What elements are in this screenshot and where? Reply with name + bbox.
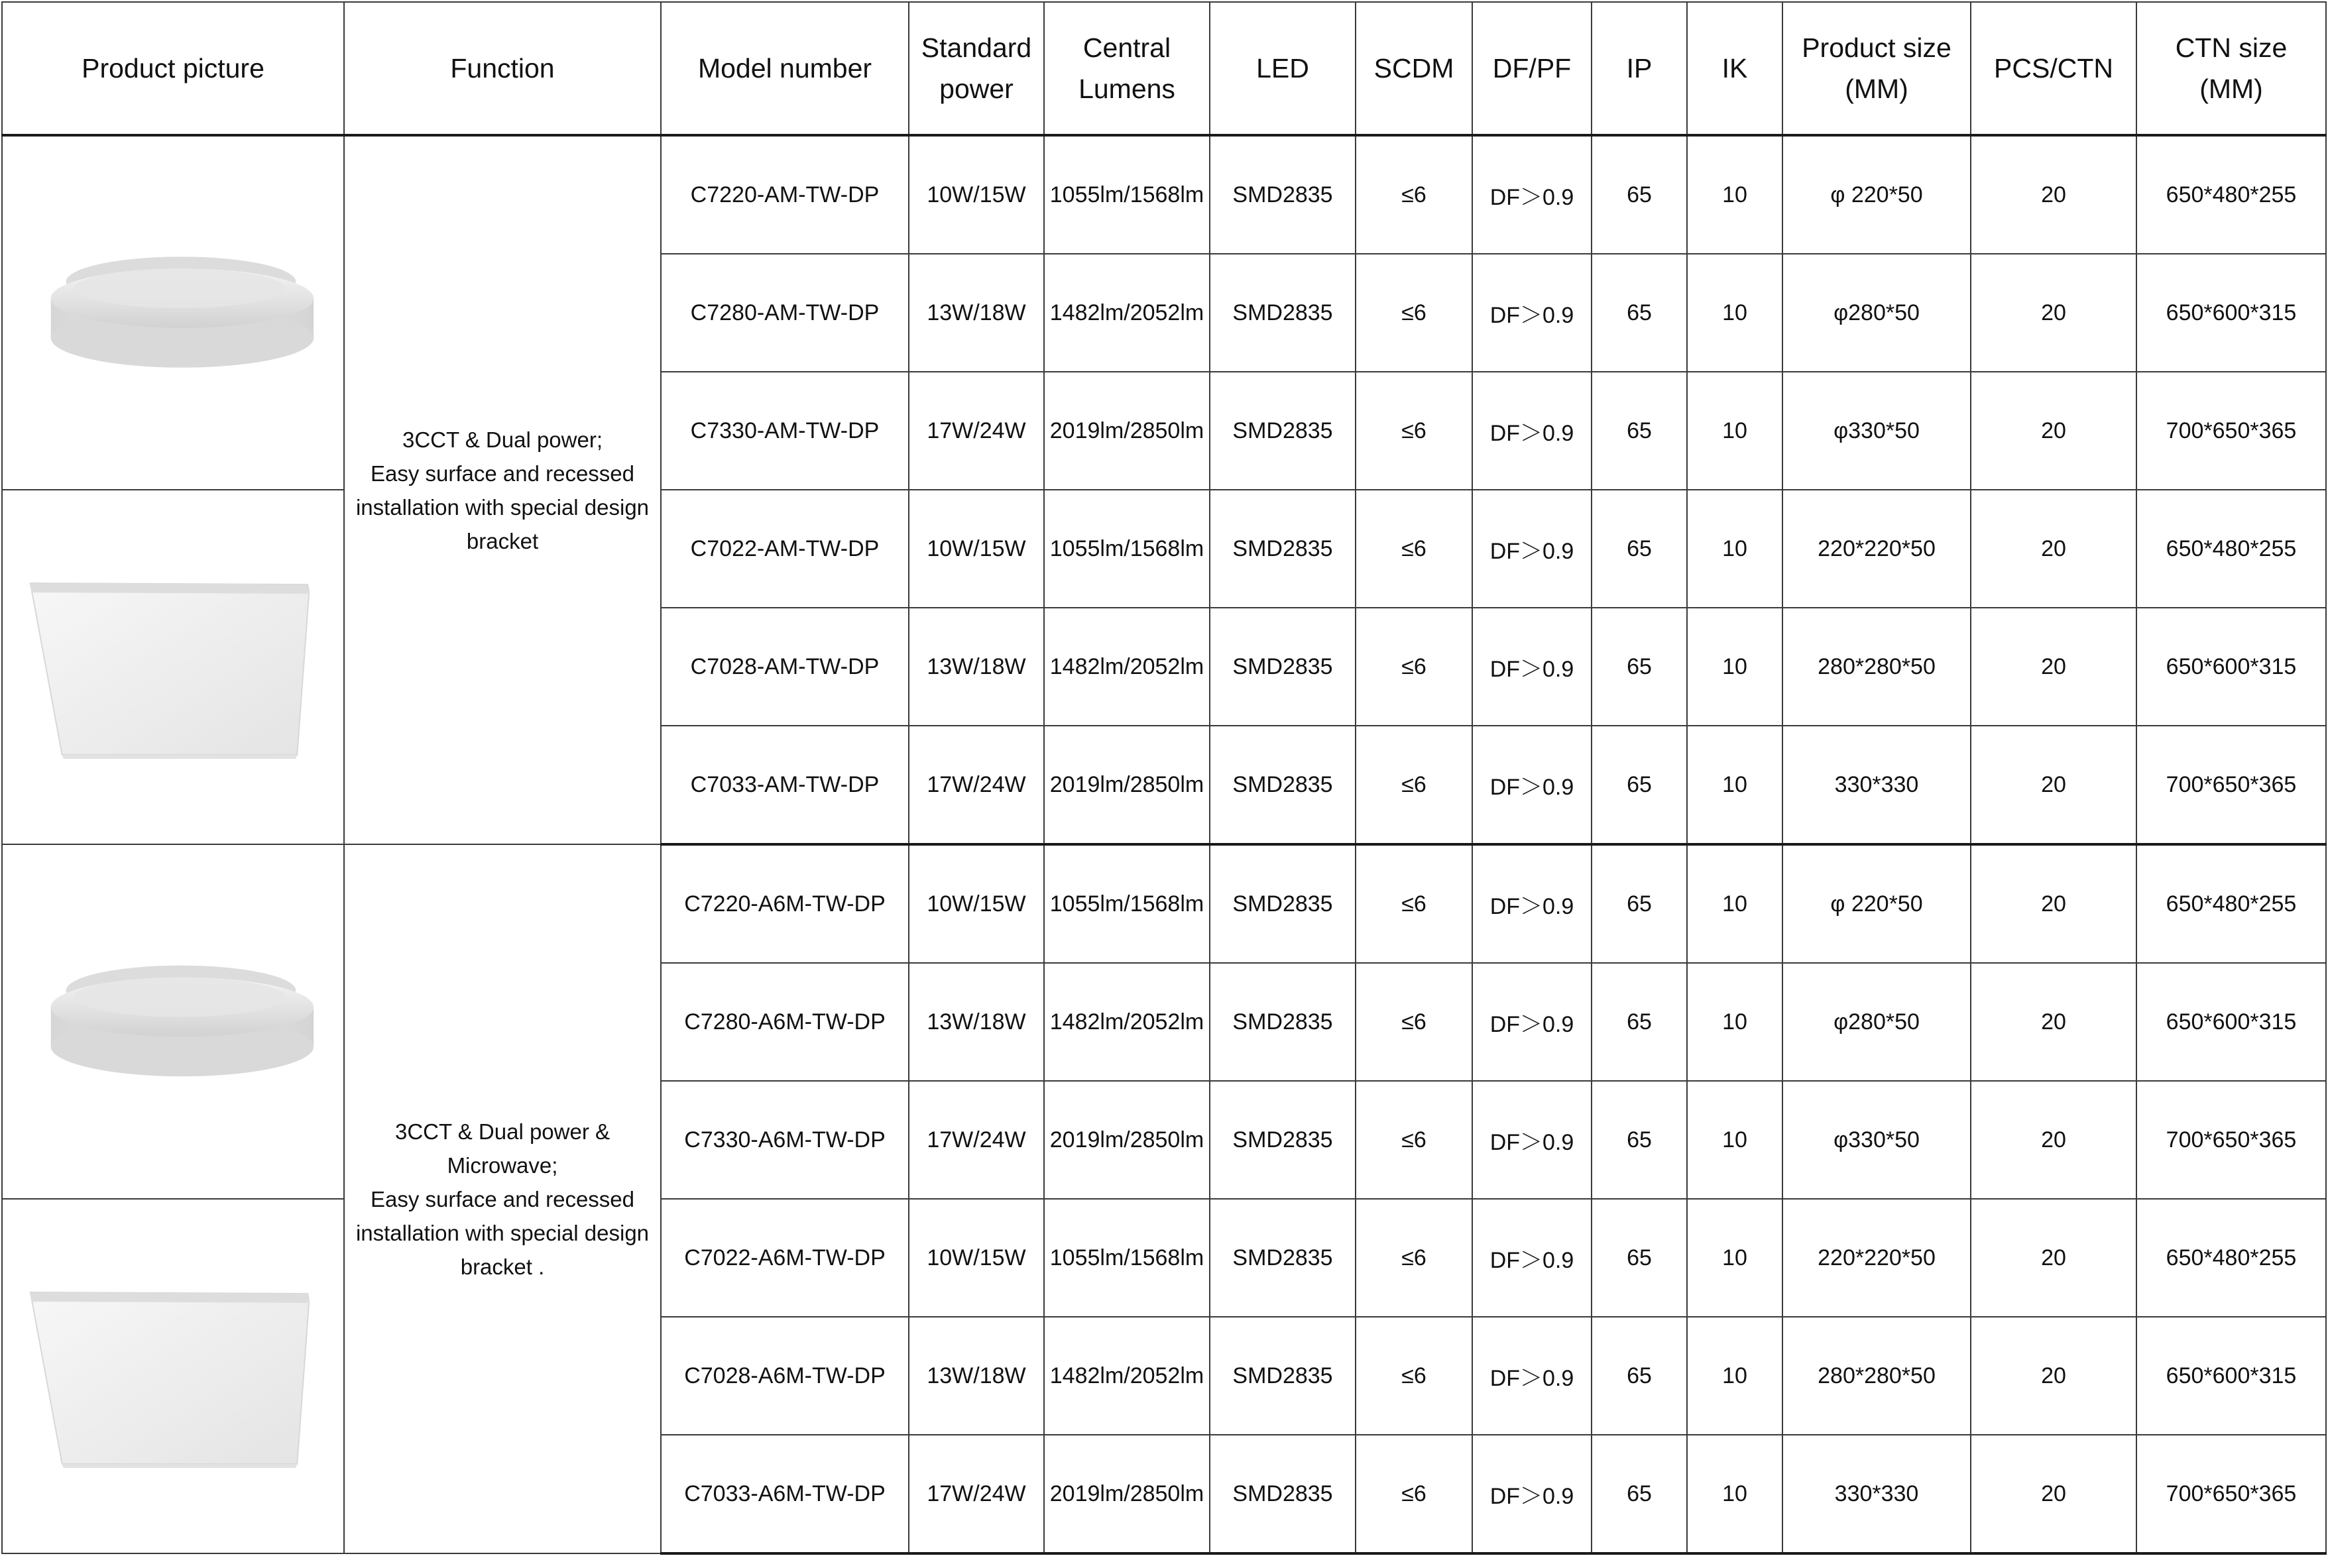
ik-cell: 10 [1687,1317,1782,1435]
model-number-cell: C7280-A6M-TW-DP [661,963,909,1081]
header-led: LED [1210,2,1356,135]
function-text-line: installation with special design [355,1220,650,1245]
ctn-size-cell: 650*480*255 [2136,844,2326,963]
scdm-cell: ≤6 [1356,726,1472,844]
function-text-line: Easy surface and recessed [370,461,635,486]
model-number-cell: C7220-AM-TW-DP [661,135,909,254]
central-lumens-cell: 1055lm/1568lm [1044,844,1210,963]
function-text-line: bracket [466,528,539,553]
standard-power-cell: 10W/15W [909,1199,1044,1317]
central-lumens-cell: 1482lm/2052lm [1044,1317,1210,1435]
header-df-pf: DF/PF [1472,2,1592,135]
ctn-size-cell: 650*600*315 [2136,608,2326,726]
scdm-cell: ≤6 [1356,372,1472,490]
ctn-size-cell: 650*480*255 [2136,1199,2326,1317]
pcs-ctn-cell: 20 [1971,963,2136,1081]
scdm-cell: ≤6 [1356,608,1472,726]
df-pf-cell: DF＞0.9 [1472,844,1592,963]
product-size-cell: 280*280*50 [1782,1317,1971,1435]
ctn-size-cell: 650*600*315 [2136,254,2326,372]
model-number-cell: C7028-A6M-TW-DP [661,1317,909,1435]
ik-cell: 10 [1687,135,1782,254]
product-picture-cell [2,1199,344,1553]
df-pf-cell: DF＞0.9 [1472,1435,1592,1553]
ip-cell: 65 [1592,1435,1687,1553]
standard-power-cell: 10W/15W [909,490,1044,608]
standard-power-cell: 13W/18W [909,608,1044,726]
scdm-cell: ≤6 [1356,1435,1472,1553]
df-pf-cell: DF＞0.9 [1472,726,1592,844]
pcs-ctn-cell: 20 [1971,1317,2136,1435]
ik-cell: 10 [1687,608,1782,726]
led-cell: SMD2835 [1210,1317,1356,1435]
standard-power-cell: 17W/24W [909,372,1044,490]
model-number-cell: C7330-AM-TW-DP [661,372,909,490]
ip-cell: 65 [1592,372,1687,490]
pcs-ctn-cell: 20 [1971,1199,2136,1317]
square-lamp-image [3,490,343,844]
ip-cell: 65 [1592,608,1687,726]
model-number-cell: C7033-A6M-TW-DP [661,1435,909,1553]
standard-power-cell: 10W/15W [909,844,1044,963]
led-cell: SMD2835 [1210,1435,1356,1553]
ip-cell: 65 [1592,1317,1687,1435]
product-size-cell: 330*330 [1782,726,1971,844]
ik-cell: 10 [1687,1435,1782,1553]
header-ctn-size: CTN size (MM) [2136,2,2326,135]
pcs-ctn-cell: 20 [1971,844,2136,963]
ctn-size-cell: 650*480*255 [2136,135,2326,254]
product-size-cell: 280*280*50 [1782,608,1971,726]
square-lamp-image [3,1200,343,1553]
ik-cell: 10 [1687,726,1782,844]
central-lumens-cell: 2019lm/2850lm [1044,372,1210,490]
pcs-ctn-cell: 20 [1971,372,2136,490]
ctn-size-cell: 700*650*365 [2136,1435,2326,1553]
product-size-cell: φ 220*50 [1782,135,1971,254]
scdm-cell: ≤6 [1356,963,1472,1081]
scdm-cell: ≤6 [1356,135,1472,254]
ik-cell: 10 [1687,254,1782,372]
pcs-ctn-cell: 20 [1971,490,2136,608]
model-number-cell: C7022-AM-TW-DP [661,490,909,608]
ctn-size-cell: 650*480*255 [2136,490,2326,608]
function-text-line: Microwave; [447,1152,558,1178]
model-number-cell: C7280-AM-TW-DP [661,254,909,372]
ik-cell: 10 [1687,844,1782,963]
table-body [2,135,2326,1553]
ip-cell: 65 [1592,963,1687,1081]
function-text-line: bracket . [460,1254,545,1279]
led-cell: SMD2835 [1210,1081,1356,1199]
product-picture-cell [2,135,344,490]
scdm-cell: ≤6 [1356,254,1472,372]
central-lumens-cell: 1055lm/1568lm [1044,135,1210,254]
ctn-size-cell: 650*600*315 [2136,963,2326,1081]
product-spec-table [1,1,2327,1555]
header-central-lumens: Central Lumens [1044,2,1210,135]
led-cell: SMD2835 [1210,490,1356,608]
df-pf-cell: DF＞0.9 [1472,135,1592,254]
ctn-size-cell: 650*600*315 [2136,1317,2326,1435]
scdm-cell: ≤6 [1356,490,1472,608]
central-lumens-cell: 1055lm/1568lm [1044,1199,1210,1317]
ip-cell: 65 [1592,254,1687,372]
table-row [2,135,2326,254]
function-cell [344,844,661,1553]
product-size-cell: φ280*50 [1782,254,1971,372]
pcs-ctn-cell: 20 [1971,135,2136,254]
led-cell: SMD2835 [1210,963,1356,1081]
header-product-size: Product size (MM) [1782,2,1971,135]
ik-cell: 10 [1687,1199,1782,1317]
df-pf-cell: DF＞0.9 [1472,1199,1592,1317]
product-size-cell: 330*330 [1782,1435,1971,1553]
product-size-cell: φ280*50 [1782,963,1971,1081]
header-standard-power: Standard power [909,2,1044,135]
ik-cell: 10 [1687,1081,1782,1199]
pcs-ctn-cell: 20 [1971,254,2136,372]
ip-cell: 65 [1592,490,1687,608]
led-cell: SMD2835 [1210,135,1356,254]
pcs-ctn-cell: 20 [1971,726,2136,844]
scdm-cell: ≤6 [1356,844,1472,963]
header-row [2,2,2326,135]
df-pf-cell: DF＞0.9 [1472,254,1592,372]
ctn-size-cell: 700*650*365 [2136,1081,2326,1199]
product-size-cell: 220*220*50 [1782,1199,1971,1317]
pcs-ctn-cell: 20 [1971,608,2136,726]
central-lumens-cell: 1482lm/2052lm [1044,608,1210,726]
table-row [2,844,2326,963]
led-cell: SMD2835 [1210,726,1356,844]
product-size-cell: φ330*50 [1782,372,1971,490]
ctn-size-cell: 700*650*365 [2136,372,2326,490]
ip-cell: 65 [1592,726,1687,844]
model-number-cell: C7033-AM-TW-DP [661,726,909,844]
pcs-ctn-cell: 20 [1971,1081,2136,1199]
central-lumens-cell: 1482lm/2052lm [1044,963,1210,1081]
standard-power-cell: 17W/24W [909,726,1044,844]
standard-power-cell: 13W/18W [909,254,1044,372]
product-picture-cell [2,844,344,1199]
round-lamp-image [3,845,343,1198]
led-cell: SMD2835 [1210,844,1356,963]
product-size-cell: φ 220*50 [1782,844,1971,963]
ik-cell: 10 [1687,490,1782,608]
led-cell: SMD2835 [1210,254,1356,372]
header-model-number: Model number [661,2,909,135]
standard-power-cell: 13W/18W [909,963,1044,1081]
function-text-line: 3CCT & Dual power; [402,427,603,452]
function-text-line: installation with special design [355,494,650,520]
df-pf-cell: DF＞0.9 [1472,490,1592,608]
central-lumens-cell: 2019lm/2850lm [1044,1435,1210,1553]
df-pf-cell: DF＞0.9 [1472,1317,1592,1435]
led-cell: SMD2835 [1210,1199,1356,1317]
product-size-cell: 220*220*50 [1782,490,1971,608]
model-number-cell: C7022-A6M-TW-DP [661,1199,909,1317]
standard-power-cell: 17W/24W [909,1081,1044,1199]
df-pf-cell: DF＞0.9 [1472,608,1592,726]
ip-cell: 65 [1592,135,1687,254]
df-pf-cell: DF＞0.9 [1472,1081,1592,1199]
central-lumens-cell: 1055lm/1568lm [1044,490,1210,608]
central-lumens-cell: 2019lm/2850lm [1044,726,1210,844]
scdm-cell: ≤6 [1356,1317,1472,1435]
function-text-line: Easy surface and recessed [370,1186,635,1211]
header-ip: IP [1592,2,1687,135]
header-scdm: SCDM [1356,2,1472,135]
df-pf-cell: DF＞0.9 [1472,963,1592,1081]
standard-power-cell: 17W/24W [909,1435,1044,1553]
header-function: Function [344,2,661,135]
product-picture-cell [2,490,344,844]
ik-cell: 10 [1687,963,1782,1081]
model-number-cell: C7028-AM-TW-DP [661,608,909,726]
standard-power-cell: 10W/15W [909,135,1044,254]
header-ik: IK [1687,2,1782,135]
ik-cell: 10 [1687,372,1782,490]
model-number-cell: C7220-A6M-TW-DP [661,844,909,963]
product-size-cell: φ330*50 [1782,1081,1971,1199]
led-cell: SMD2835 [1210,372,1356,490]
ctn-size-cell: 700*650*365 [2136,726,2326,844]
ip-cell: 65 [1592,844,1687,963]
central-lumens-cell: 2019lm/2850lm [1044,1081,1210,1199]
led-cell: SMD2835 [1210,608,1356,726]
header-product-picture: Product picture [2,2,344,135]
header-pcs-ctn: PCS/CTN [1971,2,2136,135]
pcs-ctn-cell: 20 [1971,1435,2136,1553]
function-cell [344,135,661,844]
function-text-line: 3CCT & Dual power & [394,1119,611,1144]
standard-power-cell: 13W/18W [909,1317,1044,1435]
scdm-cell: ≤6 [1356,1199,1472,1317]
df-pf-cell: DF＞0.9 [1472,372,1592,490]
model-number-cell: C7330-A6M-TW-DP [661,1081,909,1199]
ip-cell: 65 [1592,1081,1687,1199]
central-lumens-cell: 1482lm/2052lm [1044,254,1210,372]
scdm-cell: ≤6 [1356,1081,1472,1199]
ip-cell: 65 [1592,1199,1687,1317]
round-lamp-image [3,137,343,489]
